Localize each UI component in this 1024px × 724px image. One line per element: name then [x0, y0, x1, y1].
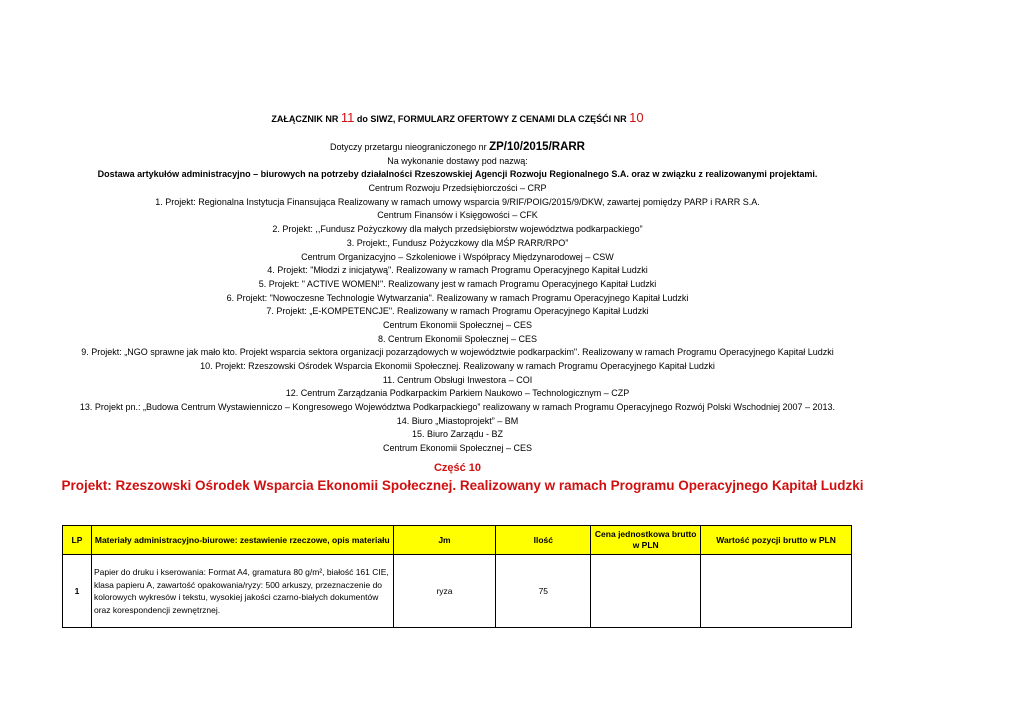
unit-line: Centrum Organizacyjno – Szkoleniowe i Współpracy Międzynarodowej – CSW	[301, 251, 614, 262]
project-line: 14. Biuro „Miastoprojekt” – BM	[396, 415, 519, 426]
col-header-quantity: Ilość	[496, 526, 591, 555]
col-header-lp: LP	[63, 526, 92, 555]
project-line: 8. Centrum Ekonomii Społecznej – CES	[377, 333, 538, 344]
col-header-unit-price: Cena jednostkowa brutto w PLN	[591, 526, 701, 555]
project-line: 9. Projekt: „NGO sprawne jak mało kto. Projekt wsparcia sektora organizacji pozarządowych w województwie podkarpackim". Realizowany w ramach Programu Operacyjnego Kapitał Ludzki	[81, 347, 834, 358]
unit-line: Centrum Ekonomii Społecznej – CES	[382, 319, 533, 330]
unit-line: Centrum Finansów i Księgowości – CFK	[377, 210, 538, 221]
project-line: 13. Projekt pn.: „Budowa Centrum Wystawienniczo – Kongresowego Województwa Podkarpackiego” realizowany w ramach Programu Operacyjnego Rozwój Polski Wschodniej 2007 – 2013.	[79, 402, 836, 413]
part-heading: Część 10	[433, 462, 482, 474]
table-row	[63, 555, 852, 628]
unit-line: Centrum Rozwoju Przedsiębiorczości – CRP	[368, 183, 547, 194]
project-line: 11. Centrum Obsługi Inwestora – COI	[382, 374, 533, 385]
delivery-title: Dostawa artykułów administracyjno – biurowych na potrzeby działalności Rzeszowskiej Agencji Rozwoju Regionalnego S.A. oraz w związku z realizowanymi projektami.	[97, 169, 818, 180]
col-header-unit: Jm	[393, 526, 496, 555]
cell-quantity: 75	[496, 555, 591, 628]
project-line: 2. Projekt: ,,Fundusz Pożyczkowy dla małych przedsiębiorstw województwa podkarpackiego”	[272, 224, 643, 235]
attachment-title	[0, 110, 915, 125]
table-header-row	[63, 526, 852, 555]
project-line: 12. Centrum Zarządzania Podkarpackim Parkiem Naukowo – Technologicznym – CZP	[285, 388, 630, 399]
tender-reference: ZP/10/2015/RARR	[489, 141, 585, 153]
price-table	[62, 525, 852, 628]
cell-unit: ryza	[393, 555, 496, 628]
title-part-1: ZAŁĄCZNIK NR	[271, 114, 341, 124]
unit-line: Centrum Ekonomii Społecznej – CES	[382, 443, 533, 454]
project-line: 3. Projekt:, Fundusz Pożyczkowy dla MŚP RARR/RPO”	[346, 237, 569, 248]
attachment-number: 11	[340, 110, 355, 125]
delivery-intro: Na wykonanie dostawy pod nazwą:	[387, 155, 528, 166]
title-part-2: do SIWZ, FORMULARZ OFERTOWY Z CENAMI DLA CZĘŚĆI NR	[354, 114, 630, 124]
project-line: 10. Projekt: Rzeszowski Ośrodek Wsparcia Ekonomii Społecznej. Realizowany w ramach Programu Operacyjnego Kapitał Ludzki	[200, 361, 715, 371]
cell-lp: 1	[63, 555, 92, 628]
project-line: 5. Projekt: " ACTIVE WOMEN!". Realizowany jest w ramach Programu Operacyjnego Kapitał Ludzki	[258, 278, 657, 289]
cell-total-value[interactable]	[701, 555, 852, 628]
col-header-description: Materiały administracyjno-biurowe: zestawienie rzeczowe, opis materiału	[91, 526, 393, 555]
project-line: 6. Projekt: "Nowoczesne Technologie Wytwarzania". Realizowany w ramach Programu Operacyjnego Kapitał Ludzki	[226, 292, 689, 303]
project-line: 15. Biuro Zarządu - BZ	[411, 429, 504, 440]
project-heading: Projekt: Rzeszowski Ośrodek Wsparcia Ekonomii Społecznej. Realizowany w ramach Programu Operacyjnego Kapitał Ludzki	[61, 478, 864, 493]
tender-prefix: Dotyczy przetargu nieograniczonego nr	[330, 142, 490, 152]
description-block	[0, 141, 915, 456]
project-line: 1. Projekt: Regionalna Instytucja Finansująca Realizowany w ramach umowy wsparcia 9/RIF/POIG/2015/9/DKW, zawartej pomiędzy PARP i RARR S.A.	[155, 196, 760, 207]
project-line: 4. Projekt: "Młodzi z inicjatywą". Realizowany w ramach Programu Operacyjnego Kapitał Ludzki	[267, 265, 648, 276]
project-line: 7. Projekt: „E-KOMPETENCJE". Realizowany w ramach Programu Operacyjnego Kapitał Ludzki	[266, 306, 649, 317]
part-number: 10	[629, 110, 644, 125]
cell-unit-price[interactable]	[591, 555, 701, 628]
col-header-total-value: Wartość pozycji brutto w PLN	[701, 526, 852, 555]
tender-line	[0, 141, 915, 155]
cell-description: Papier do druku i kserowania: Format A4, gramatura 80 g/m², białość 161 CIE, klasa papieru A, zawartość opakowania/ryzy: 500 arkuszy, przeznaczenie do kolorowych wykresów i tekstu, wysokiej jakości czarno-białych dokumentów oraz korespondencji zewnętrznej.	[91, 555, 393, 628]
